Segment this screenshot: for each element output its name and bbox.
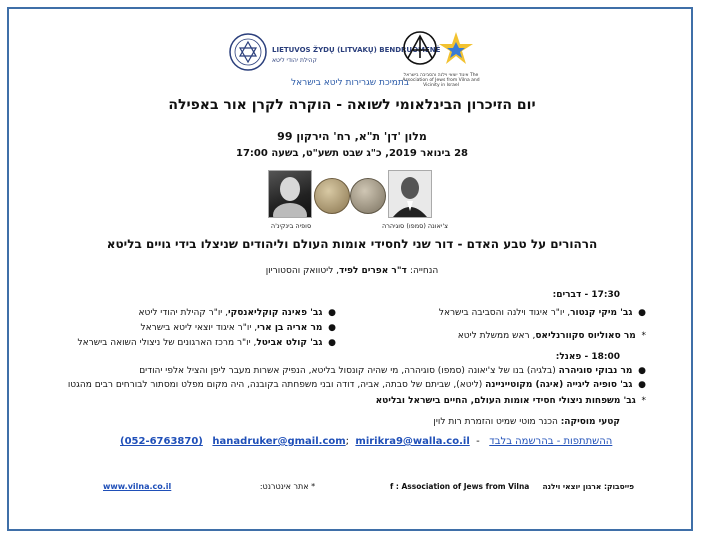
contacts-line: (052-6763870) hanadruker@gmail.com; mirikra9@walla.co.il - ההשתתפות - בהרשמה בלבד bbox=[120, 436, 613, 447]
panel-role: (ליטא), שביתם של סבתה, אביה, דודה ובני משפחתה בקובנה, היה מקום מפלט ומסתור לבורחים רבים מהגטו bbox=[67, 380, 486, 390]
panel-role: (בלגיה) בנו של צ'יאונה (סמפו) סוגיהרה, מי שהיה קונסול בליטא, הנפיק אשרות מעבר ליפן והציל אלפי יהודים bbox=[139, 366, 559, 376]
bullet-star: * bbox=[635, 331, 646, 341]
moderator-rest: , ליטוואק והסטוריון bbox=[265, 266, 340, 276]
bullet-dot: ● bbox=[322, 338, 336, 348]
facebook-label: פייסבוק: ארגון יוצאי וילנה bbox=[542, 482, 635, 491]
lzb-name: LIETUVOS ŽYDŲ (LITVAKŲ) BENDRUOMENĖ bbox=[272, 46, 441, 54]
greeting-name: מר סאוליוס סקוורנליאס bbox=[535, 331, 636, 341]
lzb-logo bbox=[228, 30, 441, 80]
bullet-dot: ● bbox=[322, 323, 336, 333]
event-venue: מלון 'דן' ת"א, רח' הירקון 99 bbox=[277, 130, 427, 143]
panel-name: גב' משפחות ניצולי חסידי אומות העולם, החיים בישראל ובליטא bbox=[375, 396, 636, 406]
greeting-left-2 bbox=[141, 323, 337, 333]
portrait-man-icon bbox=[389, 171, 431, 217]
panel-item-2 bbox=[68, 380, 646, 390]
greeting-role: , יו"ר מרכז הארגונים של ניצולי השואה בישראל bbox=[77, 338, 257, 348]
bullet-dot: ● bbox=[632, 366, 646, 376]
greetings-time: 17:30 - דברים: bbox=[552, 290, 620, 300]
event-date: 28 בינואר 2019, כ"ג שבט תשע"ט, בשעה 17:00 bbox=[236, 148, 468, 159]
greeting-role: , יו"ר קהילת יהודי ליטא bbox=[138, 308, 229, 318]
photo-sofija bbox=[268, 170, 312, 218]
bullet-dot: ● bbox=[632, 308, 646, 318]
email-link-2[interactable]: hanadruker@gmail.com bbox=[212, 436, 346, 447]
lzb-sub: קהילת יהודי ליטא bbox=[272, 57, 317, 64]
greeting-role: , יו"ר איגוד יוצאי ליטא בישראל bbox=[140, 323, 258, 333]
music-label: קטעי מוסיקה: bbox=[560, 417, 620, 427]
greeting-name: גב' קולט אביטל bbox=[256, 338, 323, 348]
avl-logo bbox=[398, 28, 484, 88]
medal-2 bbox=[350, 178, 386, 214]
medal-1 bbox=[314, 178, 350, 214]
panel-name: גב' סופיה ליגייה (איגה) מקוטייניינה bbox=[485, 380, 633, 390]
greeting-name: גב' מיקי קנטור bbox=[570, 308, 633, 318]
greeting-name: מר אריה בן ארי bbox=[257, 323, 323, 333]
greeting-role: , יו"ר איגוד וילנה והסביבה בישראל bbox=[438, 308, 571, 318]
phone-link[interactable]: (052-6763870) bbox=[120, 436, 203, 447]
avl-text: איגוד יוצאי וילנה והסביבה בישראל The Association of Jews from Vilna and Vicinity in Israel bbox=[402, 73, 480, 88]
avl-emblem-icon bbox=[398, 28, 484, 72]
event-title: יום הזיכרון הבינלאומי לשואה - הוקרה לקרן אור באפילה bbox=[168, 97, 536, 113]
greeting-left-1 bbox=[138, 308, 336, 318]
support-line: בתמיכת שגרירות ליטא בישראל bbox=[291, 78, 409, 88]
moderator-label: הנחייה: bbox=[409, 266, 439, 276]
greeting-role: , ראש ממשלת ליטא bbox=[457, 331, 536, 341]
site-line bbox=[103, 482, 315, 491]
moderator-line bbox=[20, 266, 684, 276]
panel-time: 18:00 - פאנל: bbox=[555, 352, 620, 362]
music-value: הכנר מוטי שמיט והזמרת רות לוין bbox=[433, 417, 561, 427]
panel-item-3 bbox=[376, 396, 646, 406]
greeting-right-1 bbox=[439, 308, 646, 318]
facebook-value[interactable]: f : Association of Jews from Vilna bbox=[390, 482, 530, 491]
event-subtitle: הרהורים על טבע האדם - דור שני לחסידי אומות העולם וליהודים שניצלו בידי גויים בליטא bbox=[106, 237, 598, 251]
panel-item-1 bbox=[139, 366, 646, 376]
greeting-left-3 bbox=[78, 338, 336, 348]
site-link[interactable]: www.vilna.co.il bbox=[103, 482, 172, 491]
portrait-woman-icon bbox=[269, 171, 311, 217]
caption-sugihara: צ'יאונה (סמפו) סוגיהרה bbox=[381, 222, 448, 230]
moderator-name: ד"ר אפרים לפיד bbox=[339, 266, 410, 276]
bullet-dot: ● bbox=[632, 380, 646, 390]
lzb-seal-icon bbox=[228, 30, 268, 74]
music-line bbox=[433, 417, 620, 427]
panel-name: מר נבוקי סוגיהרה bbox=[558, 366, 633, 376]
bullet-star: * bbox=[635, 396, 646, 406]
greeting-name: גב' פאינה קוקליאנסקי bbox=[228, 308, 323, 318]
email-link-1[interactable]: mirikra9@walla.co.il bbox=[355, 436, 470, 447]
registration-link[interactable]: ההשתתפות - בהרשמה בלבד bbox=[489, 436, 613, 447]
site-label: * אתר אינטרנט: bbox=[259, 482, 316, 491]
greeting-right-2 bbox=[458, 331, 646, 341]
photo-sugihara bbox=[388, 170, 432, 218]
caption-sofija: סופיה בינקינ'ה bbox=[270, 222, 312, 230]
facebook-line bbox=[390, 482, 634, 491]
bullet-dot: ● bbox=[322, 308, 336, 318]
